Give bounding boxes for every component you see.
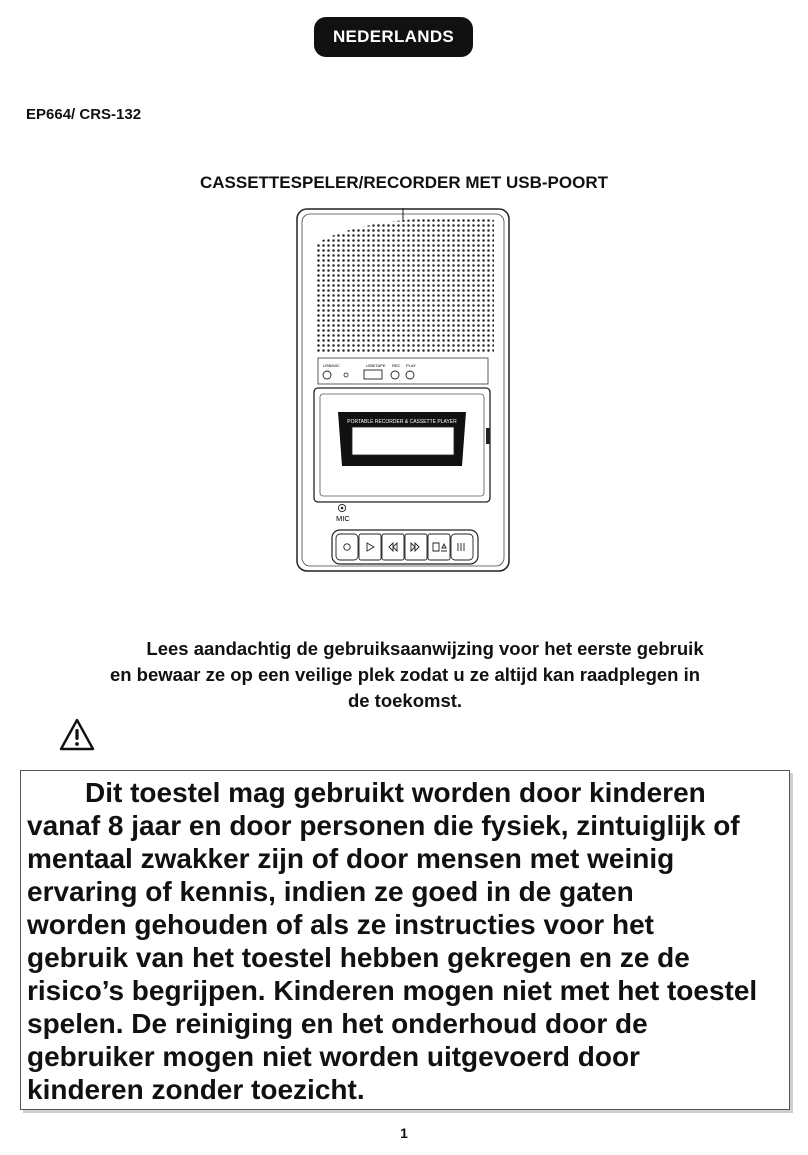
warning-line: gebruik van het toestel hebben gekregen en ze de xyxy=(27,942,690,973)
usb-mic-switch xyxy=(323,371,331,379)
play-button xyxy=(359,534,381,560)
model-number: EP664/ CRS-132 xyxy=(26,106,142,123)
deck-window-label: PORTABLE RECORDER & CASSETTE PLAYER xyxy=(347,419,457,425)
warning-text xyxy=(27,776,785,1106)
warning-line: mentaal zwakker zijn of door mensen met weinig xyxy=(27,843,675,874)
warning-line: spelen. De reiniging en het onderhoud door de xyxy=(27,1008,648,1039)
warning-line: Dit toestel mag gebruikt worden door kinderen xyxy=(85,777,706,808)
intro-line: de toekomst. xyxy=(347,690,463,711)
warning-triangle-icon xyxy=(58,717,96,753)
intro-text xyxy=(28,636,782,714)
warning-line: kinderen zonder toezicht. xyxy=(27,1074,365,1105)
rec-label: REC xyxy=(392,363,401,368)
page-number: 1 xyxy=(400,1125,408,1141)
mic-label: MIC xyxy=(336,514,350,523)
rec-knob xyxy=(391,371,399,379)
usb-port-icon xyxy=(344,373,348,377)
pause-button xyxy=(451,534,473,560)
warning-line: risico’s begrijpen. Kinderen mogen niet met het toestel xyxy=(27,975,758,1006)
product-title: CASSETTESPELER/RECORDER MET USB-POORT xyxy=(199,173,609,192)
usb-slot xyxy=(364,370,382,379)
warning-line: gebruiker mogen niet worden uitgevoerd door xyxy=(27,1041,640,1072)
usb-tape-label: USB/TAPE xyxy=(366,363,386,368)
intro-line: en bewaar ze op een veilige plek zodat u ze altijd kan raadplegen in xyxy=(109,664,701,685)
intro-line: Lees aandachtig de gebruiksaanwijzing voor het eerste gebruik xyxy=(146,638,704,659)
play-knob xyxy=(406,371,414,379)
warning-line: vanaf 8 jaar en door personen die fysiek, zintuiglijk of xyxy=(27,810,740,841)
language-badge: NEDERLANDS xyxy=(314,17,473,57)
record-button xyxy=(336,534,358,560)
usb-mic-label: USB/MIC xyxy=(323,363,340,368)
cassette-recorder-illustration xyxy=(296,208,510,576)
fast-forward-button xyxy=(405,534,427,560)
play-label: PLAY xyxy=(406,363,416,368)
warning-line: worden gehouden of als ze instructies voor het xyxy=(27,909,654,940)
warning-line: ervaring of kennis, indien ze goed in de gaten xyxy=(27,876,634,907)
